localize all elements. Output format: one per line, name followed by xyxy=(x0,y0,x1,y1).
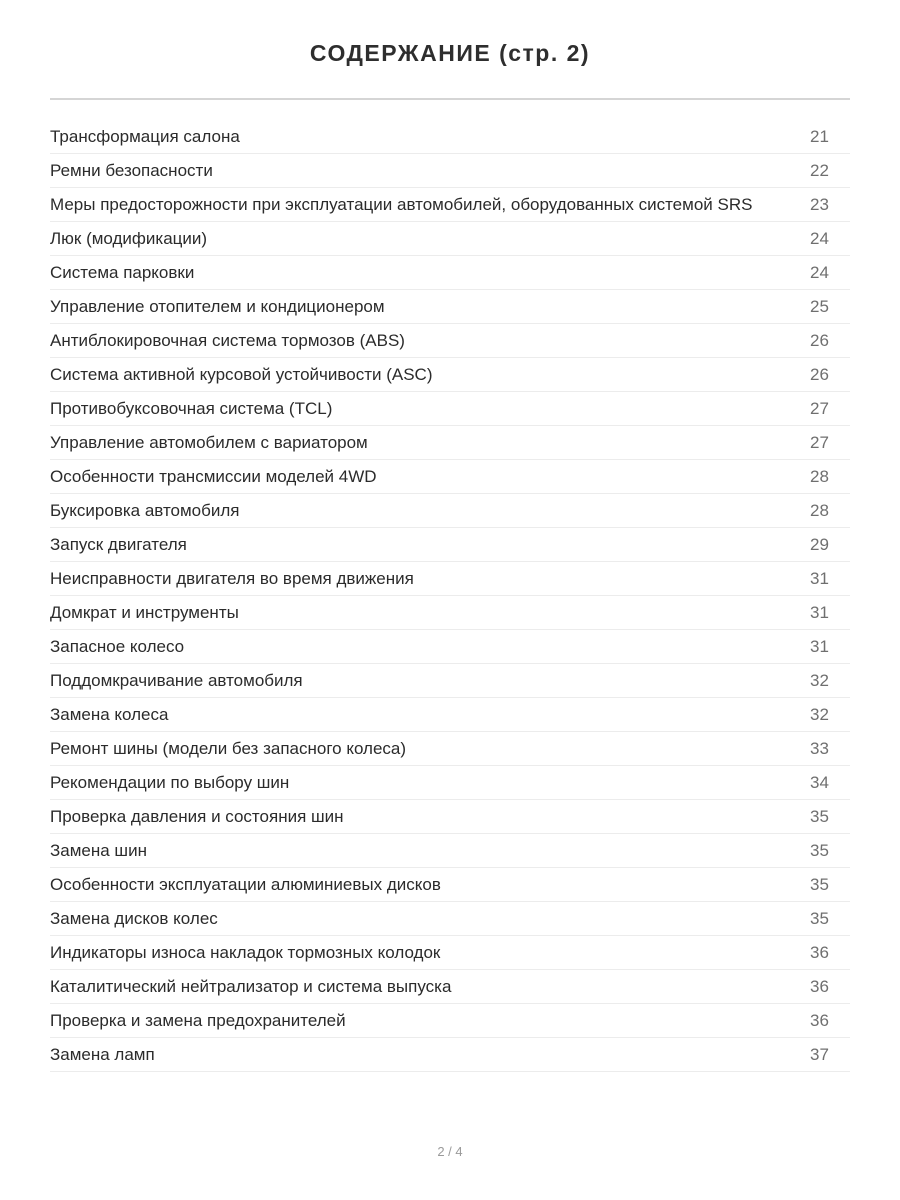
toc-entry-title: Индикаторы износа накладок тормозных колодок xyxy=(50,942,441,962)
toc-entry-title: Управление автомобилем с вариатором xyxy=(50,432,368,452)
toc-entry-page: 26 xyxy=(810,330,829,350)
toc-entry-title: Особенности эксплуатации алюминиевых дисков xyxy=(50,874,441,894)
toc-entry[interactable] xyxy=(50,1038,850,1072)
toc-entry-page: 29 xyxy=(810,534,829,554)
toc-entry[interactable] xyxy=(50,936,850,970)
toc-entry-page: 28 xyxy=(810,466,829,486)
toc-entry-title: Проверка давления и состояния шин xyxy=(50,806,344,826)
toc-entry[interactable] xyxy=(50,426,850,460)
toc-entry-page: 26 xyxy=(810,364,829,384)
toc-entry-title: Система парковки xyxy=(50,262,195,282)
toc-entry-title: Замена шин xyxy=(50,840,147,860)
toc-entry-page: 34 xyxy=(810,772,829,792)
toc-entry[interactable] xyxy=(50,732,850,766)
toc-entry-page: 36 xyxy=(810,942,829,962)
toc-entry[interactable] xyxy=(50,800,850,834)
toc-entry-title: Домкрат и инструменты xyxy=(50,602,239,622)
toc-entry[interactable] xyxy=(50,358,850,392)
toc-entry-page: 21 xyxy=(810,126,829,146)
title-divider xyxy=(50,98,850,100)
toc-entry-title: Особенности трансмиссии моделей 4WD xyxy=(50,466,377,486)
toc-entry[interactable] xyxy=(50,324,850,358)
toc-entry[interactable] xyxy=(50,290,850,324)
toc-entry[interactable] xyxy=(50,1004,850,1038)
toc-entry[interactable] xyxy=(50,664,850,698)
toc-entry[interactable] xyxy=(50,392,850,426)
toc-entry[interactable] xyxy=(50,902,850,936)
toc-entry-page: 31 xyxy=(810,568,829,588)
toc-entry-title: Система активной курсовой устойчивости (ASC) xyxy=(50,364,433,384)
toc-entry-title: Ремни безопасности xyxy=(50,160,213,180)
toc-entry-title: Меры предосторожности при эксплуатации автомобилей, оборудованных системой SRS xyxy=(50,194,753,214)
toc-entry[interactable] xyxy=(50,528,850,562)
toc-entry-title: Рекомендации по выбору шин xyxy=(50,772,290,792)
toc-entry[interactable] xyxy=(50,494,850,528)
toc-entry-page: 31 xyxy=(810,602,829,622)
page-indicator: 2 / 4 xyxy=(437,1144,463,1159)
toc-entry-page: 23 xyxy=(810,194,829,214)
toc-entry-page: 35 xyxy=(810,908,829,928)
toc-entry-page: 27 xyxy=(810,398,829,418)
toc-entry[interactable] xyxy=(50,188,850,222)
toc-entry-page: 36 xyxy=(810,976,829,996)
toc-entry-page: 22 xyxy=(810,160,829,180)
toc-entry[interactable] xyxy=(50,120,850,154)
toc-entry[interactable] xyxy=(50,154,850,188)
toc-entry-page: 37 xyxy=(810,1044,829,1064)
toc-entry-title: Трансформация салона xyxy=(50,126,240,146)
toc-entry-title: Буксировка автомобиля xyxy=(50,500,240,520)
toc-entry-title: Замена ламп xyxy=(50,1044,155,1064)
toc-entry-page: 27 xyxy=(810,432,829,452)
toc-entry-page: 33 xyxy=(810,738,829,758)
toc-entry[interactable] xyxy=(50,256,850,290)
toc-entry-page: 35 xyxy=(810,806,829,826)
toc-entry-page: 32 xyxy=(810,670,829,690)
toc-entry[interactable] xyxy=(50,766,850,800)
toc-entry-title: Поддомкрачивание автомобиля xyxy=(50,670,303,690)
page-title: СОДЕРЖАНИЕ (стр. 2) xyxy=(309,40,591,66)
toc-entry-title: Люк (модификации) xyxy=(50,228,208,248)
toc-entry-title: Запуск двигателя xyxy=(50,534,187,554)
toc-entry-page: 35 xyxy=(810,874,829,894)
toc-entry-page: 35 xyxy=(810,840,829,860)
toc-entry-title: Противобуксовочная система (TCL) xyxy=(50,398,333,418)
toc-entry-title: Ремонт шины (модели без запасного колеса) xyxy=(50,738,407,758)
toc-entry[interactable] xyxy=(50,562,850,596)
toc-entry-title: Антиблокировочная система тормозов (ABS) xyxy=(50,330,405,350)
toc-entry-title: Запасное колесо xyxy=(50,636,185,656)
toc-entry[interactable] xyxy=(50,460,850,494)
toc-entry-page: 31 xyxy=(810,636,829,656)
toc-entry-title: Замена дисков колес xyxy=(50,908,218,928)
toc-entry[interactable] xyxy=(50,222,850,256)
toc-entry-page: 24 xyxy=(810,262,829,282)
toc-entry-page: 24 xyxy=(810,228,829,248)
toc-entry[interactable] xyxy=(50,868,850,902)
toc-entry-title: Управление отопителем и кондиционером xyxy=(50,296,385,316)
toc-entry-title: Каталитический нейтрализатор и система выпуска xyxy=(50,976,452,996)
table-of-contents xyxy=(50,120,850,1072)
toc-entry[interactable] xyxy=(50,596,850,630)
toc-entry-title: Проверка и замена предохранителей xyxy=(50,1010,346,1030)
toc-entry[interactable] xyxy=(50,698,850,732)
toc-entry[interactable] xyxy=(50,970,850,1004)
toc-entry-page: 25 xyxy=(810,296,829,316)
toc-entry-page: 32 xyxy=(810,704,829,724)
toc-entry[interactable] xyxy=(50,630,850,664)
toc-entry-title: Замена колеса xyxy=(50,704,169,724)
toc-entry[interactable] xyxy=(50,834,850,868)
toc-entry-title: Неисправности двигателя во время движения xyxy=(50,568,414,588)
toc-entry-page: 28 xyxy=(810,500,829,520)
toc-entry-page: 36 xyxy=(810,1010,829,1030)
